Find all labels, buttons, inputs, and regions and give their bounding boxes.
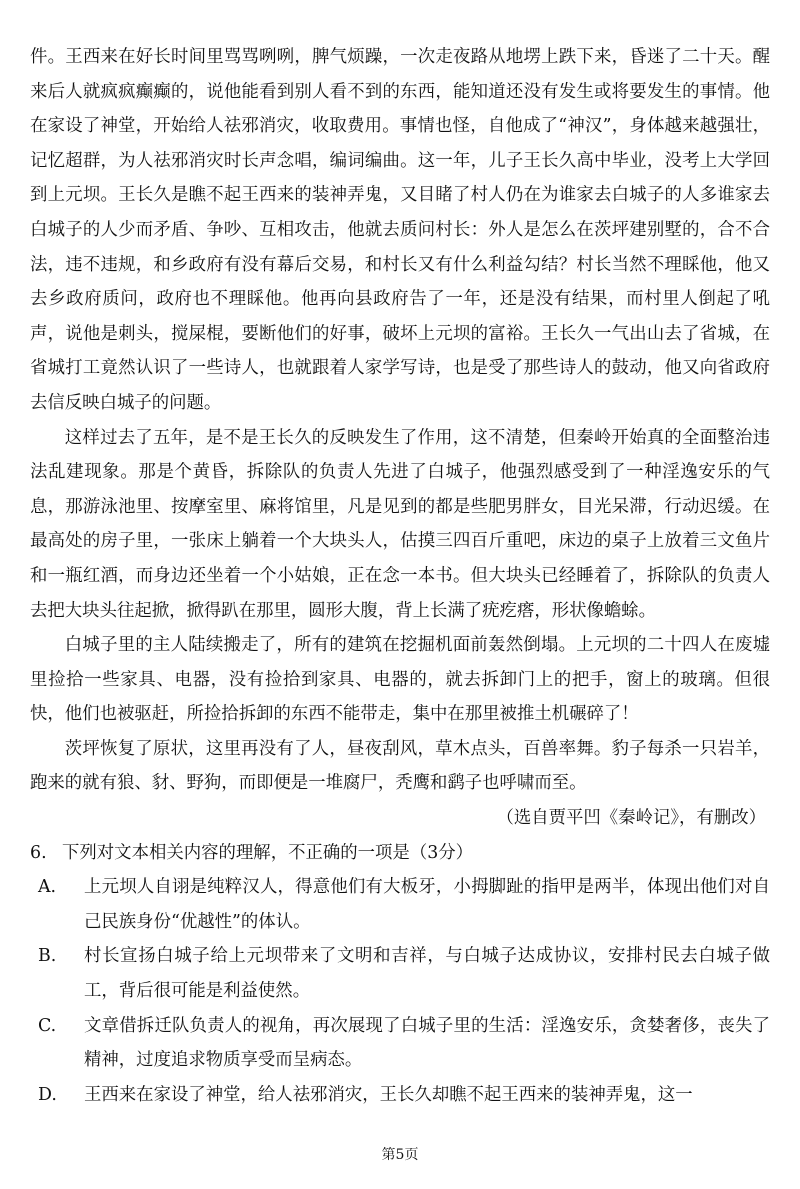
question-stem-text: 下列对文本相关内容的理解，不正确的一项是（3分）: [62, 842, 474, 863]
option-d: [30, 1078, 770, 1113]
passage-paragraph-4: 茨坪恢复了原状，这里再没有了人，昼夜刮风，草木点头，百兽率舞。豹子每杀一只岩羊，跑来的就有狼、豺、野狗，而即便是一堆腐尸，秃鹰和鹞子也呼啸而至。: [30, 738, 770, 794]
option-text: 王西来在家设了神堂，给人祛邪消灾，王长久却瞧不起王西来的装神弄鬼，这一: [84, 1084, 693, 1105]
option-letter: A.: [38, 877, 57, 898]
option-c: [30, 1009, 770, 1078]
question-stem: [30, 836, 770, 871]
document-page: [30, 40, 770, 1112]
passage-paragraph-3: 白城子里的主人陆续搬走了，所有的建筑在挖掘机面前轰然倒塌。上元坝的二十四人在废墟里捡拾一些家具、电器，没有捡拾到家具、电器的，就去拆卸门上的把手，窗上的玻璃。但很快，他们也被驱赶，所捡拾拆卸的东西不能带走，集中在那里被推土机碾碎了！: [30, 635, 770, 725]
passage-paragraph-2: 这样过去了五年，是不是王长久的反映发生了作用，这不清楚，但秦岭开始真的全面整治违法乱建现象。那是个黄昏，拆除队的负责人先进了白城子，他强烈感受到了一种淫逸安乐的气息，那游泳池里、按摩室里、麻将馆里，凡是见到的都是些肥男胖女，目光呆滞，行动迟缓。在最高处的房子里，一张床上躺着一个大块头人，估摸三四百斤重吧，床边的桌子上放着三文鱼片和一瓶红酒，而身边还坐着一个小姑娘，正在念一本书。但大块头已经睡着了，拆除队的负责人去把大块头往起掀，掀得趴在那里，圆形大腹，背上长满了疣疙瘩，形状像蟾蜍。: [30, 427, 770, 621]
option-a: [30, 870, 770, 939]
option-letter: D.: [38, 1084, 57, 1105]
option-letter: C.: [38, 1015, 57, 1036]
option-text: 村长宣扬白城子给上元坝带来了文明和吉祥，与白城子达成协议，安排村民去白城子做工，背后很可能是利益使然。: [84, 946, 770, 1002]
option-text: 上元坝人自诩是纯粹汉人，得意他们有大板牙，小拇脚趾的指甲是两半，体现出他们对自己民族身份“优越性”的体认。: [84, 877, 770, 932]
question-6: [30, 836, 770, 1113]
passage-source-citation: （选自贾平凹《秦岭记》，有删改）: [496, 808, 766, 829]
option-letter: B.: [38, 946, 57, 967]
option-text: 文章借拆迁队负责人的视角，再次展现了白城子里的生活：淫逸安乐，贪婪奢侈，丧失了精神，过度追求物质享受而呈病态。: [84, 1015, 770, 1071]
page-number: 第5页: [381, 1147, 419, 1163]
option-b: [30, 939, 770, 1008]
passage-paragraph-1: 件。王西来在好长时间里骂骂咧咧，脾气烦躁，一次走夜路从地塄上跌下来，昏迷了二十天。醒来后人就疯疯癫癫的，说他能看到别人看不到的东西，能知道还没有发生或将要发生的事情。他在家设了神堂，开始给人祛邪消灾，收取费用。事情也怪，自他成了“神汉”，身体越来越强壮，记忆超群，为人祛邪消灾时长声念唱，编词编曲。这一年，儿子王长久高中毕业，没考上大学回到上元坝。王长久是瞧不起王西来的装神弄鬼，又目睹了村人仍在为谁家去白城子的人多谁家去白城子的人少而矛盾、争吵、互相攻击，他就去质问村长：外人是怎么在茨坪建别墅的，合不合法，违不违规，和乡政府有没有幕后交易，和村长又有什么利益勾结？村长当然不理睬他，他又去乡政府质问，政府也不理睬他。他再向县政府告了一年，还是没有结果，而村里人倒起了吼声，说他是刺头，搅屎棍，要断他们的好事，破坏上元坝的富裕。王长久一气出山去了省城，在省城打工竟然认识了一些诗人，也就跟着人家学写诗，也是受了那些诗人的鼓动，他又向省政府去信反映白城子的问题。: [30, 47, 770, 413]
question-number: 6.: [30, 842, 47, 863]
